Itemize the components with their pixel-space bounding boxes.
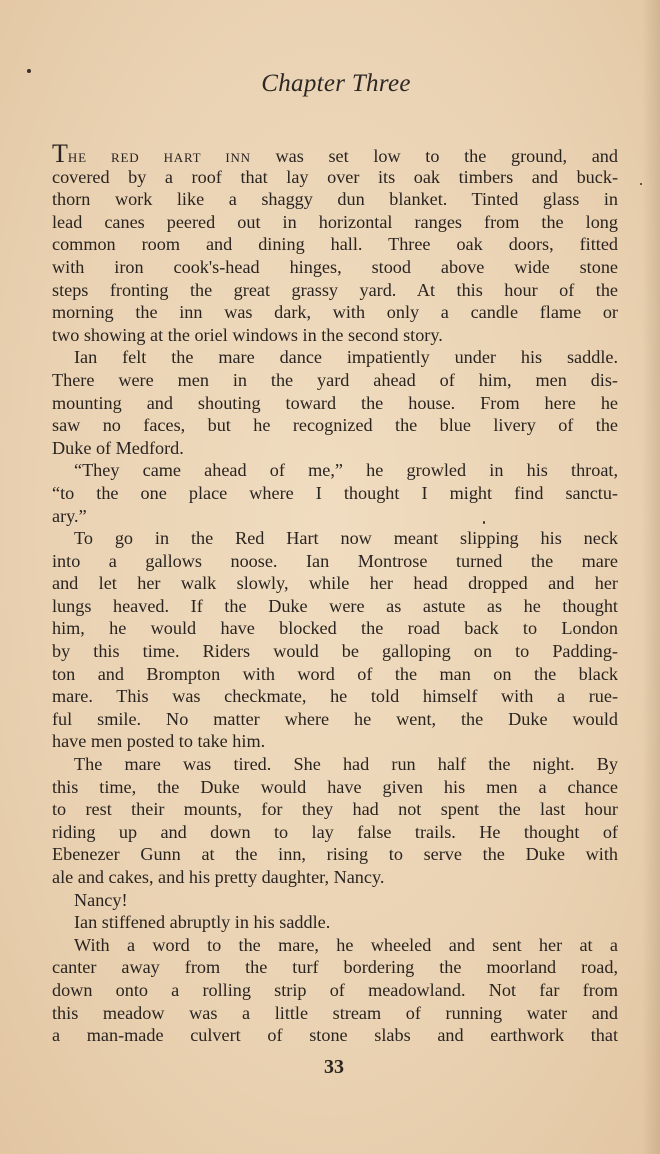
text-line: thorn work like a shaggy dun blanket. Tinted glass in [52,189,618,210]
text-line: ale and cakes, and his pretty daughter, Nancy. [52,867,385,887]
text-line: mounting and shouting toward the house. From here he [52,392,618,413]
body-text [52,139,618,1047]
text-line: into a gallows noose. Ian Montrose turned the mare [52,550,618,571]
text-line-opening [52,139,618,168]
text-line: With a word to the mare, he wheeled and sent her at a [74,934,618,955]
text-line: Nancy! [74,889,128,910]
text-line: this meadow was a little stream of running water and [52,1002,618,1023]
text-line: steps fronting the great grassy yard. At this hour of the [52,279,618,300]
text-line: “to the one place where I thought I might find sanctu- [52,482,618,503]
text-line: and let her walk slowly, while her head dropped and her [52,573,618,594]
text-line: a man-made culvert of stone slabs and earthwork that [52,1025,618,1046]
text-line: saw no faces, but he recognized the blue livery of the [52,415,618,436]
text-line: to rest their mounts, for they had not spent the last hour [52,799,618,820]
text-line: ton and Brompton with word of the man on the black [52,663,618,684]
text-line: Ian stiffened abruptly in his saddle. [74,912,331,933]
page-edge-shadow [642,0,660,1154]
text-line: mare. This was checkmate, he told himself with a rue- [52,686,618,707]
drop-letter: T [52,139,68,168]
text-line: covered by a roof that lay over its oak timbers and buck- [52,166,618,187]
text-line: two showing at the oriel windows in the second story. [52,324,443,345]
text-line: have men posted to take him. [52,731,266,752]
text-line: down onto a rolling strip of meadowland. Not far from [52,979,618,1000]
text-line: morning the inn was dark, with only a candle flame or [52,302,618,323]
text-line: Ian felt the mare dance impatiently under his saddle. [74,347,618,368]
text-line: with iron cook's-head hinges, stood above wide stone [52,256,618,277]
text-line: To go in the Red Hart now meant slipping his neck [74,528,618,549]
text-line: ful smile. No matter where he went, the Duke would [52,708,618,729]
text-line: There were men in the yard ahead of him, men dis- [52,369,618,390]
text-line: “They came ahead of me,” he growled in his throat, [74,460,618,481]
text-line: The mare was tired. She had run half the night. By [74,754,618,775]
text-line: canter away from the turf bordering the moorland road, [52,957,618,978]
text-line: common room and dining hall. Three oak doors, fitted [52,234,618,255]
opening-rest: was set low to the ground, and [250,146,618,166]
small-caps-run: HE RED HART INN [67,150,251,165]
ink-speck [640,183,642,185]
text-line: ary.” [52,505,87,526]
page-number: 33 [324,1056,344,1078]
text-line: him, he would have blocked the road back to London [52,618,618,639]
text-line: riding up and down to lay false trails. He thought of [52,821,618,842]
text-line: Ebenezer Gunn at the inn, rising to serve the Duke with [52,844,618,865]
text-line: by this time. Riders would be galloping on to Padding- [52,641,618,662]
text-line: lead canes peered out in horizontal ranges from the long [52,211,618,232]
text-line: this time, the Duke would have given his men a chance [52,776,618,797]
text-line: Duke of Medford. [52,437,184,458]
chapter-title: Chapter Three [261,70,411,97]
text-line: lungs heaved. If the Duke were as astute as he thought [52,595,618,616]
